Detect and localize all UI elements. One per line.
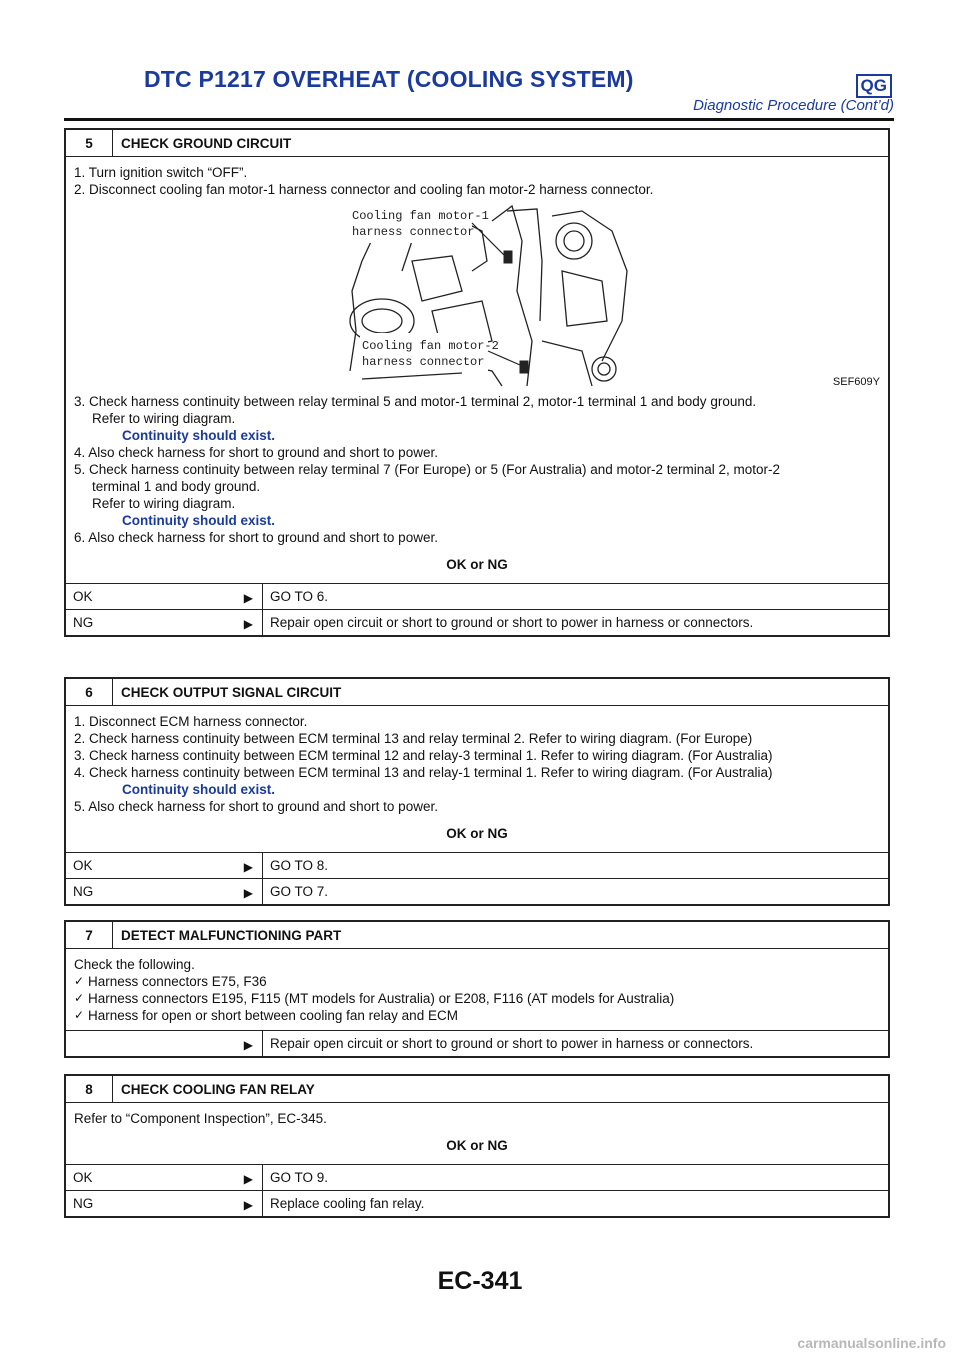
ok-or-ng: OK or NG	[446, 557, 508, 572]
result-action: GO TO 7.	[262, 879, 328, 904]
right-triangle-icon: ▶	[243, 1038, 253, 1052]
figure-label: harness connector	[352, 225, 475, 239]
step-5	[64, 128, 890, 637]
right-triangle-icon: ▶	[243, 886, 253, 900]
step-6	[64, 677, 890, 906]
bullet-icon: ✓	[74, 974, 85, 988]
instruction: Refer to “Component Inspection”, EC-345.	[74, 1111, 327, 1126]
result-row-ng	[66, 1190, 888, 1216]
list-item: ✓ Harness for open or short between cooling fan relay and ECM	[74, 1008, 458, 1023]
step-6-body	[66, 706, 888, 852]
instruction: Check the following.	[74, 957, 195, 972]
right-triangle-icon: ▶	[243, 617, 253, 631]
figure-label: Cooling fan motor-2	[362, 339, 499, 353]
figure-label: harness connector	[362, 355, 485, 369]
page-number: EC-341	[437, 1267, 523, 1295]
step-7	[64, 920, 890, 1058]
instruction: 4. Check harness continuity between ECM terminal 13 and relay-1 terminal 1. Refer to wiring diagram. (For Australia)	[74, 765, 773, 780]
step-title: DETECT MALFUNCTIONING PART	[121, 927, 342, 943]
step-8	[64, 1074, 890, 1218]
bullet-icon: ✓	[74, 1008, 85, 1022]
ok-or-ng: OK or NG	[446, 1138, 508, 1153]
list-item: ✓ Harness connectors E195, F115 (MT models for Australia) or E208, F116 (AT models for Australia)	[74, 991, 675, 1006]
result-label: NG	[73, 884, 94, 899]
step-7-body	[66, 949, 888, 1030]
instruction: Refer to wiring diagram.	[92, 496, 236, 511]
connector-figure	[74, 201, 880, 391]
result-action: GO TO 8.	[262, 853, 328, 878]
step-number: 7	[66, 922, 113, 948]
engine-badge: QG	[856, 74, 892, 98]
result-row	[66, 1030, 888, 1056]
result-label: OK	[73, 589, 93, 604]
step-8-header	[66, 1076, 888, 1103]
result-label: OK	[73, 1170, 93, 1185]
right-triangle-icon: ▶	[243, 1172, 253, 1186]
right-triangle-icon: ▶	[243, 591, 253, 605]
step-5-header	[66, 130, 888, 157]
right-triangle-icon: ▶	[243, 1198, 253, 1212]
expected-result: Continuity should exist.	[122, 782, 276, 797]
engine-bay-illustration	[342, 201, 642, 391]
step-title: CHECK GROUND CIRCUIT	[121, 135, 292, 151]
instruction: 3. Check harness continuity between relay terminal 5 and motor-1 terminal 2, motor-1 terminal 1 and body ground.	[74, 394, 757, 409]
result-action: Replace cooling fan relay.	[262, 1191, 424, 1216]
step-number: 6	[66, 679, 113, 705]
instruction: 5. Also check harness for short to ground and short to power.	[74, 799, 438, 814]
expected-result: Continuity should exist.	[122, 428, 276, 443]
instruction: 3. Check harness continuity between ECM terminal 12 and relay-3 terminal 1. Refer to wiring diagram. (For Australia)	[74, 748, 773, 763]
instruction: 6. Also check harness for short to ground and short to power.	[74, 530, 438, 545]
page-subtitle: Diagnostic Procedure (Cont’d)	[693, 97, 894, 114]
step-title: CHECK COOLING FAN RELAY	[121, 1081, 315, 1097]
result-label: NG	[73, 1196, 94, 1211]
step-8-body	[66, 1103, 888, 1164]
result-row-ok	[66, 583, 888, 609]
instruction: Refer to wiring diagram.	[92, 411, 236, 426]
step-6-header	[66, 679, 888, 706]
header-rule	[64, 118, 894, 121]
list-item: ✓ Harness connectors E75, F36	[74, 974, 267, 989]
step-number: 8	[66, 1076, 113, 1102]
bullet-icon: ✓	[74, 991, 85, 1005]
instruction: 4. Also check harness for short to ground and short to power.	[74, 445, 438, 460]
instruction: 1. Turn ignition switch “OFF”.	[74, 165, 248, 180]
result-action: Repair open circuit or short to ground or short to power in harness or connectors.	[262, 610, 753, 635]
instruction: 5. Check harness continuity between relay terminal 7 (For Europe) or 5 (For Australia) and motor-2 terminal 2, motor-2	[74, 462, 781, 477]
right-triangle-icon: ▶	[243, 860, 253, 874]
figure-code: SEF609Y	[832, 376, 880, 388]
expected-result: Continuity should exist.	[122, 513, 276, 528]
figure-label: Cooling fan motor-1	[352, 209, 489, 223]
result-label: OK	[73, 858, 93, 873]
result-action: GO TO 9.	[262, 1165, 328, 1190]
result-action: Repair open circuit or short to ground or short to power in harness or connectors.	[262, 1031, 753, 1056]
step-title: CHECK OUTPUT SIGNAL CIRCUIT	[121, 684, 342, 700]
result-row-ng	[66, 609, 888, 635]
result-row-ok	[66, 1164, 888, 1190]
page-header	[64, 66, 894, 120]
watermark: carmanualsonline.info	[797, 1335, 946, 1351]
result-label: NG	[73, 615, 94, 630]
instruction: 2. Disconnect cooling fan motor-1 harness connector and cooling fan motor-2 harness connector.	[74, 182, 654, 197]
instruction: terminal 1 and body ground.	[92, 479, 261, 494]
page-title: DTC P1217 OVERHEAT (COOLING SYSTEM)	[144, 66, 634, 92]
step-7-header	[66, 922, 888, 949]
result-row-ok	[66, 852, 888, 878]
result-row-ng	[66, 878, 888, 904]
result-action: GO TO 6.	[262, 584, 328, 609]
step-number: 5	[66, 130, 113, 156]
ok-or-ng: OK or NG	[446, 826, 508, 841]
instruction: 1. Disconnect ECM harness connector.	[74, 714, 308, 729]
step-5-body	[66, 157, 888, 583]
instruction: 2. Check harness continuity between ECM terminal 13 and relay terminal 2. Refer to wiring diagram. (For Europe)	[74, 731, 753, 746]
